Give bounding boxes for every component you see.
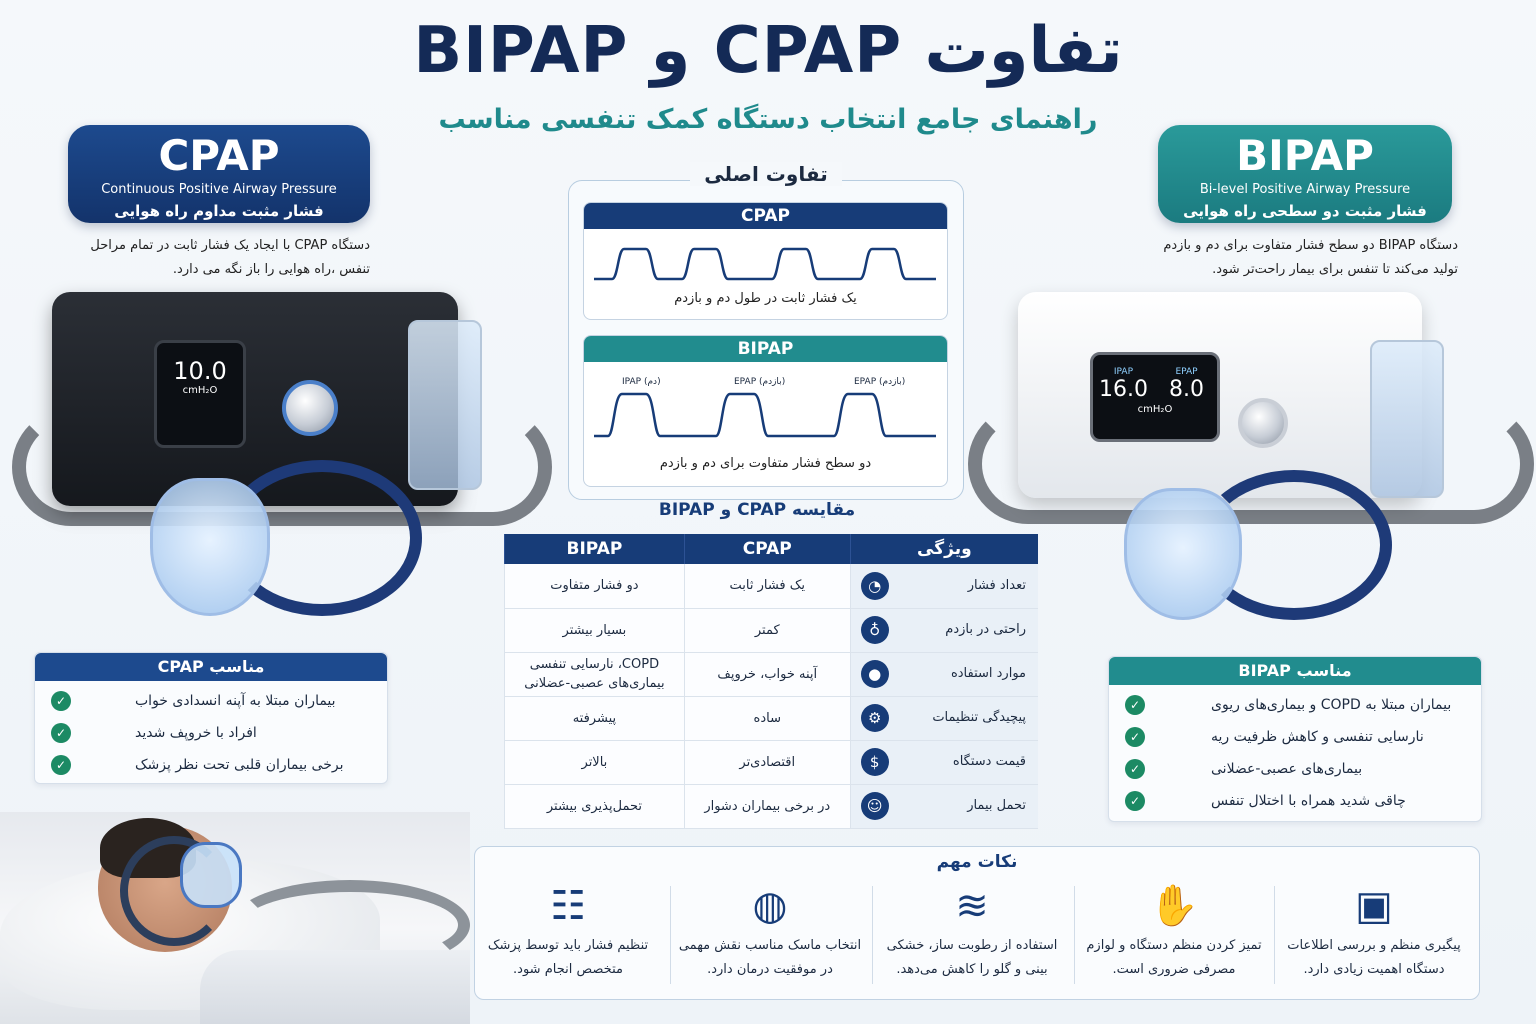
bipap-cell: پیشرفته (505, 696, 685, 740)
feature-label: موارد استفاده (950, 666, 1026, 681)
note-text: تنظیم فشار باید توسط پزشک متخصص انجام شود. (487, 938, 649, 977)
suitable-item-text: بیماری‌های عصبی-عضلانی (1211, 761, 1363, 777)
notes-title: نکات مهم (936, 852, 1018, 872)
note-item (874, 876, 1070, 982)
feature-cell (850, 652, 1038, 696)
ipap-label: IPAP (1113, 367, 1133, 377)
comparison-row (505, 564, 1039, 608)
cpap-mask-image (150, 478, 270, 616)
epap-label: EPAP (1175, 367, 1198, 377)
bipap-device-image (1018, 292, 1422, 498)
suitable-item-text: برخی بیماران قلبی تحت نظر پزشک (135, 757, 344, 773)
dollar-icon: $ (861, 748, 889, 776)
epap-wave-label-1: EPAP (بازدم) (734, 377, 786, 387)
feature-label: راحتی در بازدم (945, 622, 1026, 637)
cpap-cell: یک فشار ثابت (684, 564, 850, 608)
cpap-device-image (52, 292, 458, 506)
note-divider (1074, 886, 1075, 984)
bipap-suitable-panel (1108, 656, 1482, 822)
check-icon: ✓ (1125, 727, 1145, 747)
patient-mask (180, 842, 242, 908)
bipap-cell: بالاتر (505, 740, 685, 784)
gauge-icon: ◔ (861, 572, 889, 600)
bipap-screen-unit: cmH₂O (1137, 404, 1173, 415)
cpap-screen-value: 10.0 (173, 357, 227, 385)
epap-wave-label-2: EPAP (بازدم) (854, 377, 906, 387)
feature-cell (850, 696, 1038, 740)
cpap-humidifier (408, 320, 482, 490)
mask-icon: ◍ (752, 883, 788, 929)
bipap-waveform-header: BIPAP (584, 336, 947, 362)
feature-cell (850, 784, 1038, 828)
comparison-row (505, 696, 1039, 740)
cpap-english-name: Continuous Positive Airway Pressure (101, 182, 337, 197)
blanket (200, 950, 470, 1024)
bipap-control-knob (1238, 398, 1288, 448)
comparison-row (505, 652, 1039, 696)
suitable-item (1125, 721, 1465, 753)
note-text: استفاده از رطوبت ساز، خشکی بینی و گلو را کاهش می‌دهد. (886, 938, 1058, 977)
cpap-waveform-caption: یک فشار ثابت در طول دم و بازدم (674, 291, 857, 306)
cpap-header-badge (68, 125, 370, 223)
note-text: انتخاب ماسک مناسب نقش مهمی در موفقیت درمان دارد. (678, 938, 862, 977)
note-item (1076, 876, 1272, 982)
cpap-control-knob (282, 380, 338, 436)
comparison-title: مقایسه CPAP و BIPAP (658, 500, 856, 520)
note-text: تمیز کردن منظم دستگاه و لوازم مصرفی ضروری است. (1086, 938, 1262, 977)
clipboard-icon: ☷ (550, 883, 586, 929)
page-title: تفاوت CPAP و BIPAP (413, 14, 1123, 88)
cpap-name: CPAP (158, 131, 280, 180)
comparison-header-row (505, 534, 1039, 564)
bipap-waveform (584, 362, 948, 452)
note-divider (872, 886, 873, 984)
cpap-cell: ساده (684, 696, 850, 740)
bipap-waveform-card (583, 335, 948, 487)
humidifier-icon: ≋ (955, 883, 989, 929)
note-item (1276, 876, 1472, 982)
hand-clean-icon: ✋ (1149, 883, 1199, 929)
smile-icon: ☺ (861, 792, 889, 820)
main-difference-title: تفاوت اصلی (568, 162, 964, 186)
suitable-item-text: بیماران مبتلا به COPD و بیماری‌های ریوی (1211, 697, 1452, 713)
cpap-suitable-title: مناسب CPAP (35, 653, 387, 681)
cpap-waveform (584, 229, 948, 287)
suitable-item (1125, 785, 1465, 817)
check-icon: ✓ (51, 755, 71, 775)
suitable-item-text: چاقی شدید همراه با اختلال تنفس (1211, 793, 1406, 809)
feature-label: تحمل بیمار (967, 798, 1026, 813)
calendar-check-icon: ▣ (1355, 883, 1393, 929)
suitable-item-text: نارسایی تنفسی و کاهش ظرفیت ریه (1211, 729, 1424, 745)
feature-cell (850, 740, 1038, 784)
comparison-row (505, 608, 1039, 652)
cpap-persian-name: فشار مثبت مداوم راه هوایی (114, 202, 324, 220)
check-icon: ✓ (1125, 695, 1145, 715)
check-icon: ✓ (51, 691, 71, 711)
note-divider (1274, 886, 1275, 984)
suitable-item (1125, 753, 1465, 785)
feature-label: قیمت دستگاه (952, 754, 1026, 769)
suitable-item (1125, 689, 1465, 721)
note-text: پیگیری منظم و بررسی اطلاعات دستگاه اهمیت زیادی دارد. (1287, 938, 1461, 977)
epap-value: 8.0 (1169, 377, 1205, 402)
suitable-item (51, 749, 371, 781)
feature-label: پیچیدگی تنظیمات (932, 710, 1026, 725)
cpap-screen-unit: cmH₂O (182, 385, 218, 396)
cpap-device-screen (154, 340, 246, 448)
feature-label: تعداد فشار (967, 577, 1026, 593)
cpap-cell: در برخی بیماران دشوار (684, 784, 850, 828)
suitable-item-text: افراد با خروپف شدید (135, 725, 257, 741)
comparison-row (505, 784, 1039, 828)
ipap-wave-label: IPAP (دم) (622, 377, 661, 387)
check-icon: ✓ (51, 723, 71, 743)
bipap-mask-image (1124, 488, 1242, 620)
cpap-description: دستگاه CPAP با ایجاد یک فشار ثابت در تمام مراحل تنفس ،راه هوایی را باز نگه می دارد. (90, 238, 370, 277)
note-divider (670, 886, 671, 984)
note-item (470, 876, 666, 982)
check-icon: ✓ (1125, 791, 1145, 811)
ipap-value: 16.0 (1098, 377, 1148, 402)
bipap-waveform-caption: دو سطح فشار متفاوت برای دم و بازدم (659, 456, 872, 471)
page-subtitle: راهنمای جامع انتخاب دستگاه کمک تنفسی مناسب (438, 104, 1098, 135)
suitable-item (51, 685, 371, 717)
bipap-device-screen (1090, 352, 1220, 442)
col-cpap: CPAP (684, 534, 850, 564)
bipap-persian-name: فشار مثبت دو سطحی راه هوایی (1183, 202, 1427, 220)
bipap-header-badge (1158, 125, 1452, 223)
bipap-cell: دو فشار متفاوت (505, 564, 685, 608)
col-feature: ویژگی (850, 534, 1038, 564)
gear-icon: ⚙ (861, 704, 889, 732)
cpap-cell: اقتصادی‌تر (684, 740, 850, 784)
cpap-waveform-header: CPAP (584, 203, 947, 229)
lungs-icon: ♁ (861, 616, 889, 644)
bipap-cell: COPD، نارسایی تنفسی بیماری‌های عصبی-عضلانی (505, 652, 685, 696)
cpap-cell: آپنه خواب، خروپف (684, 652, 850, 696)
note-item (672, 876, 868, 982)
suitable-item-text: بیماران مبتلا به آپنه انسدادی خواب (135, 693, 336, 709)
cpap-suitable-panel (34, 652, 388, 784)
bipap-cell: بسیار بیشتر (505, 608, 685, 652)
cpap-cell: کمتر (684, 608, 850, 652)
feature-cell (850, 564, 1038, 608)
cpap-waveform-card (583, 202, 948, 320)
bipap-cell: تحمل‌پذیری بیشتر (505, 784, 685, 828)
comparison-row (505, 740, 1039, 784)
bipap-humidifier (1370, 340, 1444, 498)
col-bipap: BIPAP (505, 534, 685, 564)
user-icon: ● (861, 660, 889, 688)
feature-cell (850, 608, 1038, 652)
check-icon: ✓ (1125, 759, 1145, 779)
suitable-item (51, 717, 371, 749)
comparison-table (504, 534, 1038, 829)
bipap-suitable-title: مناسب BIPAP (1109, 657, 1481, 685)
bipap-name: BIPAP (1236, 131, 1374, 180)
bipap-description: دستگاه BIPAP دو سطح فشار متفاوت برای دم و بازدم تولید می‌کند تا تنفس برای بیمار راحت‌تر شود. (1163, 238, 1458, 277)
bipap-english-name: Bi-level Positive Airway Pressure (1199, 182, 1411, 197)
